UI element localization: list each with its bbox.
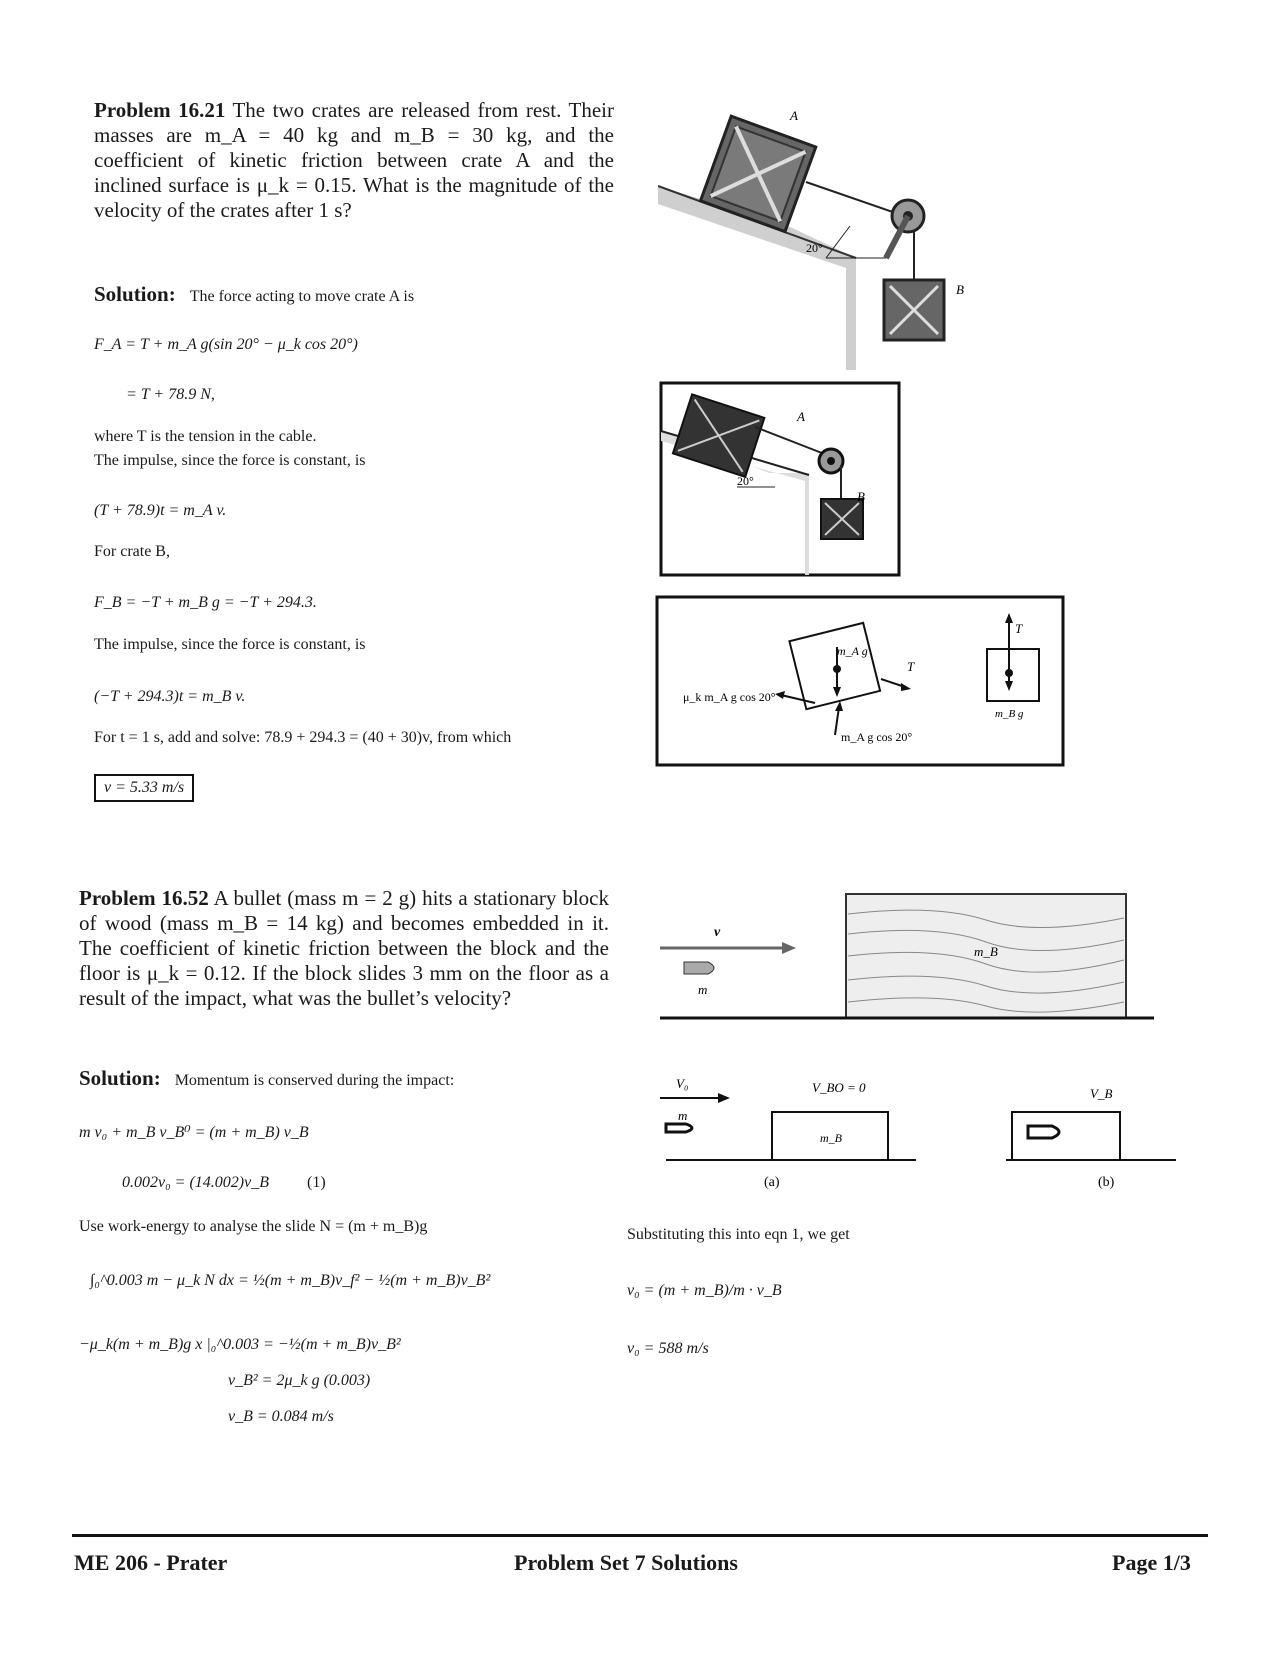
eq-force-a-value: = T + 78.9 N,: [126, 386, 215, 403]
fig-mb-label: m_B: [974, 944, 998, 959]
caption-a: (a): [764, 1175, 780, 1190]
eq-one-body: 0.002v₀ = (14.002)v_B: [122, 1174, 269, 1191]
caption-b: (b): [1098, 1175, 1115, 1190]
figure-crates-boxed: [659, 381, 901, 577]
solution-16-52-heading: [79, 1066, 454, 1091]
impulse-text-a: The impulse, since the force is constant, is: [94, 452, 366, 469]
angle-label: 20°: [806, 241, 823, 255]
figure-crates-incline: [658, 108, 988, 370]
problem-16-52-text: A bullet (mass m = 2 g) hits a stationary block of wood (mass m_B = 14 kg) and becomes embedded in it. The coefficient of kinetic friction between the block and the floor is μ_k = 0.12. If the block slides 3 mm on the floor as a result of the impact, what was the bullet’s velocity?: [79, 886, 609, 1010]
eq-vb-squared: v_B² = 2μ_k g (0.003): [228, 1372, 371, 1389]
answer-box-16-21: v = 5.33 m/s: [94, 774, 194, 802]
final-step-text: For t = 1 s, add and solve: 78.9 + 294.3 = (40 + 30)v, from which: [94, 729, 512, 746]
problem-16-21-title: Problem 16.21: [94, 98, 226, 122]
fbd-normal: m_A g cos 20°: [841, 730, 913, 744]
label-b: B: [956, 282, 964, 297]
solution-label: Solution:: [94, 282, 176, 306]
eq-force-b: F_B = −T + m_B g = −T + 294.3.: [94, 594, 317, 611]
fbd-weight-a: m_A g: [837, 644, 868, 658]
footer-course: ME 206 - Prater: [74, 1550, 228, 1575]
eq-v0-result: v₀ = 588 m/s: [627, 1340, 709, 1357]
fig-v-label: v: [714, 925, 721, 940]
fig-v0-label: V₀: [676, 1076, 689, 1091]
label-a: A: [790, 108, 798, 123]
problem-16-52-statement: [79, 886, 609, 1011]
crate-b: [884, 280, 944, 340]
eq-one-tag: (1): [307, 1174, 326, 1191]
bullet-a: [666, 1124, 692, 1132]
solution-16-21-heading: [94, 282, 414, 307]
label-a-small: A: [797, 409, 805, 424]
work-energy-text: Use work-energy to analyse the slide N = (m + m_B)g: [79, 1218, 428, 1235]
fig-vbo-label: V_BO = 0: [812, 1080, 866, 1095]
fig-vb-label: V_B: [1090, 1086, 1113, 1101]
figure-bullet-block: [656, 890, 1156, 1048]
fbd-weight-b: m_B g: [995, 708, 1024, 720]
bullet: [684, 962, 714, 974]
problem-16-52-title: Problem 16.52: [79, 886, 209, 910]
solution-label-2: Solution:: [79, 1066, 161, 1090]
solution-intro-2: Momentum is conserved during the impact:: [174, 1072, 455, 1089]
figure-free-body-diagrams: [655, 595, 1065, 767]
impulse-text-b: The impulse, since the force is constant, is: [94, 636, 366, 653]
for-crate-b: For crate B,: [94, 543, 170, 560]
footer-page: Page 1/3: [1112, 1550, 1191, 1575]
fbd-tension-a: T: [907, 659, 915, 674]
eq-momentum: m v₀ + m_B v_B⁰ = (m + m_B) v_B: [79, 1124, 309, 1141]
eq-evaluated: −μ_k(m + m_B)g x |₀^0.003 = −½(m + m_B)v_B²: [79, 1336, 401, 1353]
solution-intro: The force acting to move crate A is: [189, 288, 415, 305]
fbd-friction: μ_k m_A g cos 20°: [683, 690, 776, 704]
crate-b-small: [821, 499, 863, 539]
footer-rule: [72, 1534, 1208, 1537]
problem-16-21-text: The two crates are released from rest. Their masses are m_A = 40 kg and m_B = 30 kg, and the coefficient of kinetic friction between crate A and the inclined surface is μ_k = 0.15. What is the magnitude of the velocity of the crates after 1 s?: [94, 98, 614, 222]
label-b-small: B: [857, 489, 865, 504]
eq-one: [122, 1174, 326, 1192]
eq-force-a: F_A = T + m_A g(sin 20° − μ_k cos 20°): [94, 336, 358, 353]
eq-impulse-b: (−T + 294.3)t = m_B v.: [94, 688, 246, 705]
figure-impact-ab: [656, 1068, 1176, 1198]
footer-title: Problem Set 7 Solutions: [514, 1550, 738, 1575]
substitution-text: Substituting this into eqn 1, we get: [627, 1226, 850, 1243]
angle-label-small: 20°: [737, 474, 754, 488]
fig-mb-a-label: m_B: [820, 1131, 842, 1145]
eq-impulse-a: (T + 78.9)t = m_A v.: [94, 502, 227, 519]
problem-16-21-statement: [94, 98, 614, 223]
eq-integral: ∫₀^0.003 m − μ_k N dx = ½(m + m_B)v_f² − ½(m + m_B)v_B²: [90, 1272, 491, 1289]
fig-m-label: m: [698, 982, 708, 997]
fig-m-a-label: m: [678, 1108, 688, 1123]
eq-vb: v_B = 0.084 m/s: [228, 1408, 334, 1425]
tension-note: where T is the tension in the cable.: [94, 428, 317, 445]
bullet-b: [1028, 1126, 1059, 1138]
fbd-tension-b: T: [1015, 621, 1023, 636]
eq-v0: v₀ = (m + m_B)/m · v_B: [627, 1282, 782, 1299]
